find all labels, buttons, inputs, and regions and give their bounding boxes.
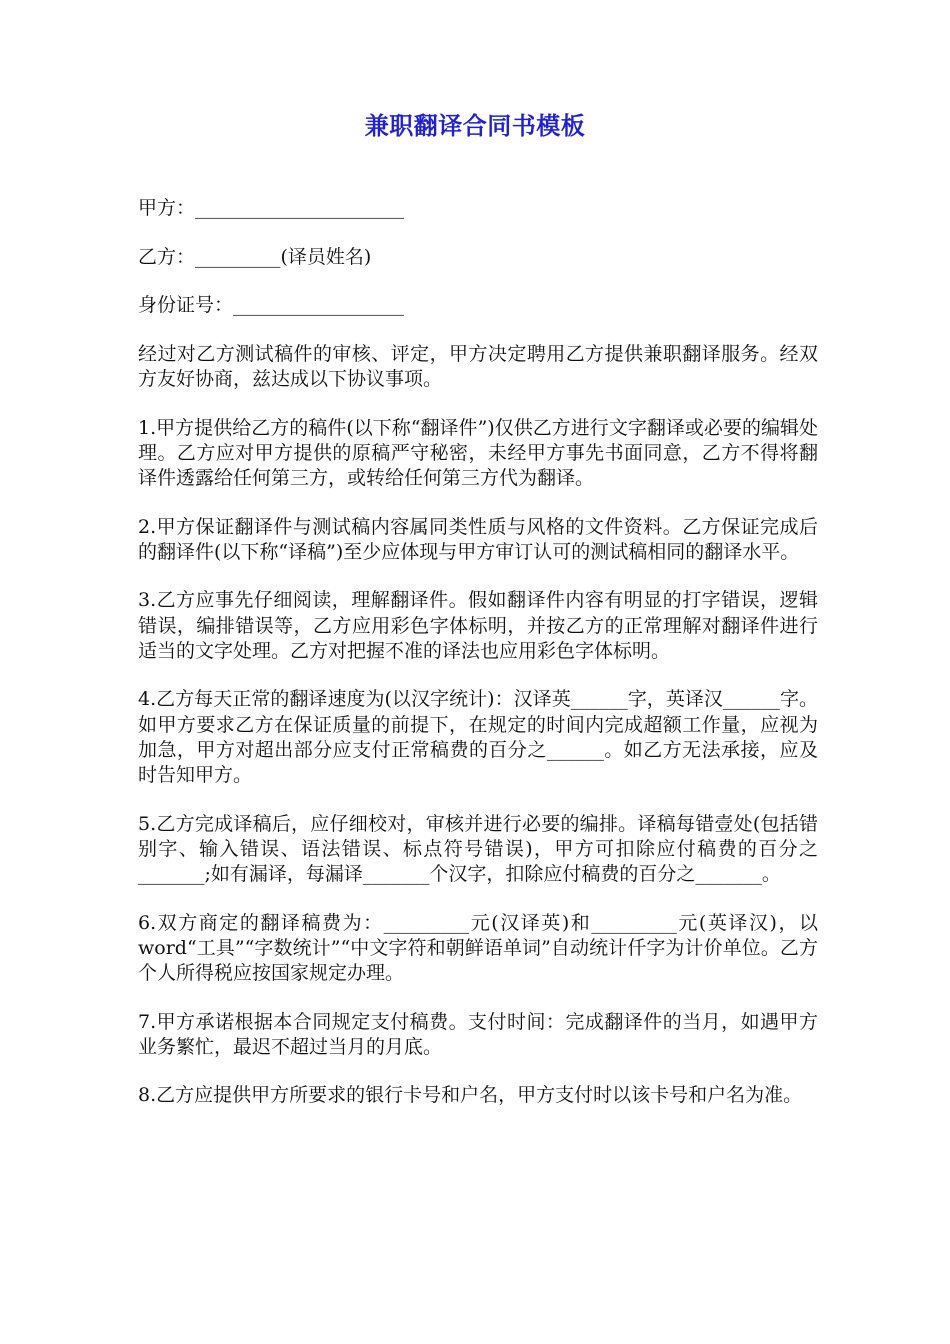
clause-2: 2.甲方保证翻译件与测试稿内容属同类性质与风格的文件资料。乙方保证完成后的翻译件(以下称“译稿”)至少应体现与甲方审订认可的测试稿相同的翻译水平。 bbox=[138, 515, 818, 563]
clause-4: 4.乙方每天正常的翻译速度为(以汉字统计)：汉译英______字，英译汉______字。如甲方要求乙方在保证质量的前提下，在规定的时间内完成超额工作量，应视为加急，甲方对超出部分应支付正常稿费的百分之______。如乙方无法承接，应及时告知甲方。 bbox=[138, 688, 818, 786]
clause-5: 5.乙方完成译稿后，应仔细校对，审核并进行必要的编排。译稿每错壹处(包括错别字、输入错误、语法错误、标点符号错误)，甲方可扣除应付稿费的百分之_______;如有漏译，每漏译_______个汉字，扣除应付稿费的百分之_______。 bbox=[138, 812, 818, 885]
party-a-field: 甲方：______________________ bbox=[138, 197, 405, 219]
intro-paragraph: 经过对乙方测试稿件的审核、评定，甲方决定聘用乙方提供兼职翻译服务。经双方友好协商，兹达成以下协议事项。 bbox=[138, 342, 818, 390]
clause-1: 1.甲方提供给乙方的稿件(以下称“翻译件”)仅供乙方进行文字翻译或必要的编辑处理。乙方应对甲方提供的原稿严守秘密，未经甲方事先书面同意，乙方不得将翻译件透露给任何第三方，或转给任何第三方代为翻译。 bbox=[138, 416, 818, 489]
clause-6: 6.双方商定的翻译稿费为：_________元(汉译英)和_________元(英译汉)，以word“工具”“字数统计”“中文字符和朝鲜语单词”自动统计仟字为计价单位。乙方个人所得税应按国家规定办理。 bbox=[138, 911, 818, 984]
id-number-field: 身份证号：__________________ bbox=[138, 294, 405, 317]
clause-7: 7.甲方承诺根据本合同规定支付稿费。支付时间：完成翻译件的当月，如遇甲方业务繁忙，最迟不超过当月的月底。 bbox=[138, 1010, 818, 1058]
clause-3: 3.乙方应事先仔细阅读，理解翻译件。假如翻译件内容有明显的打字错误，逻辑错误，编排错误等，乙方应用彩色字体标明，并按乙方的正常理解对翻译件进行适当的文字处理。乙方对把握不准的译法也应用彩色字体标明。 bbox=[138, 589, 818, 662]
clause-8: 8.乙方应提供甲方所要求的银行卡号和户名，甲方支付时以该卡号和户名为准。 bbox=[138, 1084, 803, 1107]
document-body bbox=[138, 196, 818, 1132]
party-b-field: 乙方：_________(译员姓名) bbox=[138, 245, 372, 268]
document-title: 兼职翻译合同书模板 bbox=[364, 112, 586, 140]
